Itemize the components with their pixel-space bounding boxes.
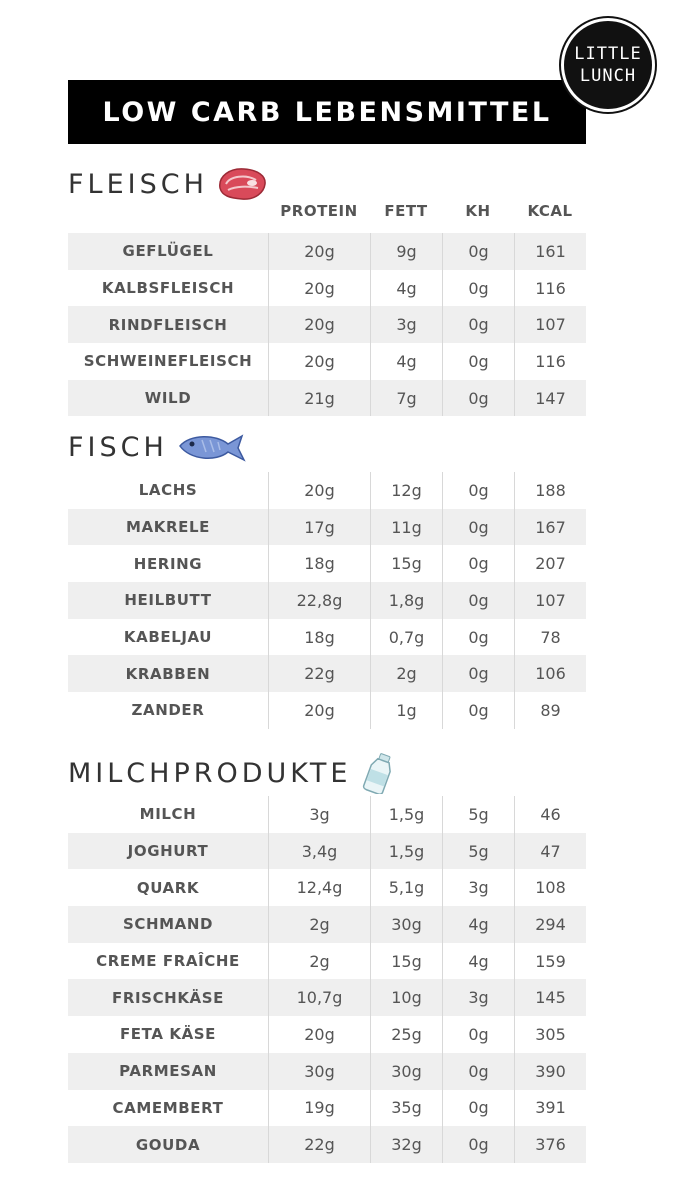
- section-title-fleisch: [68, 166, 268, 202]
- fett-cell: 5,1g: [370, 869, 442, 906]
- protein-cell: 20g: [268, 233, 370, 270]
- logo-line-1: LITTLE: [574, 44, 642, 64]
- table-row: [68, 582, 586, 619]
- table-row: [68, 380, 586, 417]
- fett-cell: 4g: [370, 270, 442, 307]
- section-title-label: MILCHPRODUKTE: [68, 757, 352, 789]
- table-row: [68, 869, 586, 906]
- fett-cell: 15g: [370, 943, 442, 980]
- fett-cell: 10g: [370, 979, 442, 1016]
- food-name-cell: PARMESAN: [119, 1062, 217, 1081]
- kh-cell: 5g: [442, 796, 514, 833]
- food-name-cell: CAMEMBERT: [112, 1098, 224, 1117]
- column-header-fett: FETT: [384, 202, 428, 220]
- kcal-cell: 147: [514, 380, 586, 417]
- kh-cell: 0g: [442, 380, 514, 417]
- food-name-cell: CREME FRAÎCHE: [96, 952, 240, 971]
- protein-cell: 17g: [268, 509, 370, 546]
- protein-cell: 20g: [268, 692, 370, 729]
- protein-cell: 18g: [268, 619, 370, 656]
- kcal-cell: 78: [514, 619, 586, 656]
- kh-cell: 0g: [442, 270, 514, 307]
- food-name-cell: WILD: [144, 389, 192, 408]
- section-title-fisch: [68, 430, 248, 464]
- kh-cell: 3g: [442, 979, 514, 1016]
- section-title-label: FISCH: [68, 431, 168, 463]
- food-name-cell: KRABBEN: [125, 664, 211, 683]
- table-row: [68, 472, 586, 509]
- kcal-cell: 188: [514, 472, 586, 509]
- kh-cell: 0g: [442, 1053, 514, 1090]
- food-name-cell: SCHWEINEFLEISCH: [83, 352, 253, 371]
- food-name-cell: HEILBUTT: [124, 591, 212, 610]
- kh-cell: 0g: [442, 1126, 514, 1163]
- table-row: [68, 1126, 586, 1163]
- logo-line-2: LUNCH: [579, 66, 637, 86]
- section-title-milchprodukte: [68, 752, 399, 794]
- little-lunch-logo: [561, 18, 655, 112]
- protein-cell: 20g: [268, 270, 370, 307]
- fett-cell: 0,7g: [370, 619, 442, 656]
- fett-cell: 1,5g: [370, 796, 442, 833]
- protein-cell: 20g: [268, 343, 370, 380]
- fish-icon: [176, 430, 248, 464]
- protein-cell: 21g: [268, 380, 370, 417]
- kcal-cell: 107: [514, 582, 586, 619]
- fett-cell: 32g: [370, 1126, 442, 1163]
- kcal-cell: 108: [514, 869, 586, 906]
- table-row: [68, 270, 586, 307]
- fett-cell: 4g: [370, 343, 442, 380]
- kh-cell: 0g: [442, 655, 514, 692]
- protein-cell: 22g: [268, 655, 370, 692]
- kcal-cell: 116: [514, 270, 586, 307]
- food-name-cell: KABELJAU: [123, 628, 213, 647]
- protein-cell: 22,8g: [268, 582, 370, 619]
- kh-cell: 0g: [442, 343, 514, 380]
- kcal-cell: 47: [514, 833, 586, 870]
- food-name-cell: GEFLÜGEL: [122, 242, 214, 261]
- food-name-cell: MAKRELE: [126, 518, 210, 537]
- kh-cell: 0g: [442, 1090, 514, 1127]
- table-row: [68, 943, 586, 980]
- kh-cell: 0g: [442, 1016, 514, 1053]
- table-row: [68, 1016, 586, 1053]
- fett-cell: 30g: [370, 906, 442, 943]
- kcal-cell: 107: [514, 306, 586, 343]
- kcal-cell: 167: [514, 509, 586, 546]
- fett-cell: 11g: [370, 509, 442, 546]
- food-name-cell: QUARK: [136, 878, 200, 897]
- kh-cell: 5g: [442, 833, 514, 870]
- fett-cell: 9g: [370, 233, 442, 270]
- table-row: [68, 906, 586, 943]
- kh-cell: 4g: [442, 943, 514, 980]
- kh-cell: 0g: [442, 692, 514, 729]
- fett-cell: 12g: [370, 472, 442, 509]
- protein-cell: 19g: [268, 1090, 370, 1127]
- food-name-cell: ZANDER: [131, 701, 205, 720]
- protein-cell: 22g: [268, 1126, 370, 1163]
- fett-cell: 2g: [370, 655, 442, 692]
- fett-cell: 7g: [370, 380, 442, 417]
- table-fisch: [68, 472, 586, 729]
- protein-cell: 20g: [268, 306, 370, 343]
- protein-cell: 10,7g: [268, 979, 370, 1016]
- protein-cell: 12,4g: [268, 869, 370, 906]
- table-row: [68, 306, 586, 343]
- food-name-cell: MILCH: [139, 805, 197, 824]
- table-row: [68, 1053, 586, 1090]
- protein-cell: 20g: [268, 1016, 370, 1053]
- fett-cell: 1g: [370, 692, 442, 729]
- table-row: [68, 343, 586, 380]
- kcal-cell: 390: [514, 1053, 586, 1090]
- table-fleisch: [68, 233, 586, 416]
- table-row: [68, 619, 586, 656]
- food-name-cell: SCHMAND: [122, 915, 214, 934]
- protein-cell: 3g: [268, 796, 370, 833]
- food-name-cell: LACHS: [138, 481, 198, 500]
- kh-cell: 3g: [442, 869, 514, 906]
- kcal-cell: 376: [514, 1126, 586, 1163]
- protein-cell: 30g: [268, 1053, 370, 1090]
- kcal-cell: 161: [514, 233, 586, 270]
- kh-cell: 0g: [442, 545, 514, 582]
- table-row: [68, 1090, 586, 1127]
- fett-cell: 35g: [370, 1090, 442, 1127]
- table-milchprodukte: [68, 796, 586, 1163]
- protein-cell: 20g: [268, 472, 370, 509]
- fett-cell: 30g: [370, 1053, 442, 1090]
- kcal-cell: 46: [514, 796, 586, 833]
- kh-cell: 0g: [442, 233, 514, 270]
- steak-icon: [216, 166, 268, 202]
- column-header-kh: KH: [465, 202, 491, 220]
- kh-cell: 0g: [442, 509, 514, 546]
- section-title-label: FLEISCH: [68, 168, 208, 200]
- milk-bottle-icon: [359, 752, 399, 794]
- table-row: [68, 692, 586, 729]
- kcal-cell: 294: [514, 906, 586, 943]
- table-row: [68, 545, 586, 582]
- kh-cell: 0g: [442, 306, 514, 343]
- fett-cell: 1,5g: [370, 833, 442, 870]
- food-name-cell: FETA KÄSE: [119, 1025, 217, 1044]
- column-header-kcal: KCAL: [527, 202, 573, 220]
- table-row: [68, 979, 586, 1016]
- food-name-cell: FRISCHKÄSE: [111, 988, 225, 1007]
- food-name-cell: JOGHURT: [127, 842, 209, 861]
- table-row: [68, 833, 586, 870]
- kcal-cell: 145: [514, 979, 586, 1016]
- protein-cell: 2g: [268, 906, 370, 943]
- table-row: [68, 796, 586, 833]
- food-name-cell: GOUDA: [135, 1135, 201, 1154]
- kh-cell: 0g: [442, 582, 514, 619]
- table-row: [68, 655, 586, 692]
- fett-cell: 3g: [370, 306, 442, 343]
- kh-cell: 0g: [442, 472, 514, 509]
- page-title: LOW CARB LEBENSMITTEL: [68, 80, 586, 144]
- kcal-cell: 89: [514, 692, 586, 729]
- table-row: [68, 509, 586, 546]
- kcal-cell: 391: [514, 1090, 586, 1127]
- kcal-cell: 207: [514, 545, 586, 582]
- food-name-cell: RINDFLEISCH: [108, 315, 228, 334]
- fett-cell: 1,8g: [370, 582, 442, 619]
- table-row: [68, 233, 586, 270]
- kcal-cell: 305: [514, 1016, 586, 1053]
- fett-cell: 15g: [370, 545, 442, 582]
- protein-cell: 3,4g: [268, 833, 370, 870]
- food-name-cell: HERING: [133, 554, 203, 573]
- food-name-cell: KALBSFLEISCH: [101, 279, 235, 298]
- protein-cell: 18g: [268, 545, 370, 582]
- kh-cell: 0g: [442, 619, 514, 656]
- kh-cell: 4g: [442, 906, 514, 943]
- fett-cell: 25g: [370, 1016, 442, 1053]
- protein-cell: 2g: [268, 943, 370, 980]
- kcal-cell: 116: [514, 343, 586, 380]
- kcal-cell: 106: [514, 655, 586, 692]
- column-header-protein: PROTEIN: [280, 202, 358, 220]
- kcal-cell: 159: [514, 943, 586, 980]
